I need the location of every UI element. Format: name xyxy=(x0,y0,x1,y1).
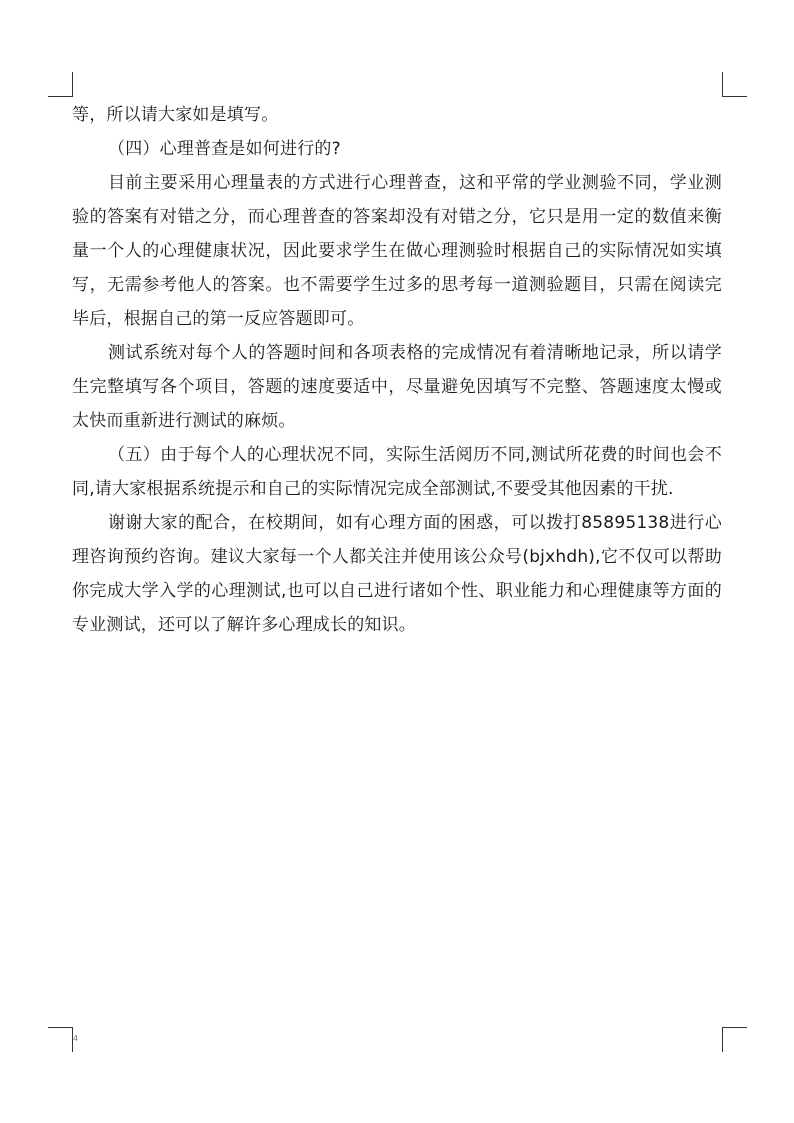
paragraph-continuation: 等，所以请大家如是填写。 xyxy=(72,105,279,125)
crop-mark-bottom-right xyxy=(722,1027,747,1052)
section-five: （五）由于每个人的心理状况不同，实际生活阅历不同,测试所花费的时间也会不同,请大家根据系统提示和自己的实际情况完成全部测试,不要受其他因素的干扰. xyxy=(72,445,722,499)
paragraph-test-system: 测试系统对每个人的答题时间和各项表格的完成情况有着清晰地记录，所以请学生完整填写各个项目，答题的速度要适中，尽量避免因填写不完整、答题速度太慢或太快而重新进行测试的麻烦。 xyxy=(72,343,722,431)
paragraph-thanks: 谢谢大家的配合，在校期间，如有心理方面的困惑，可以拨打85895138进行心理咨询预约咨询。建议大家每一个人都关注并使用该公众号(bjxhdh),它不仅可以帮助你完成大学入学的心理测试,也可以自己进行诸如个性、职业能力和心理健康等方面的专业测试，还可以了解许多心理成长的知识。 xyxy=(72,513,722,635)
paragraph-survey-method: 目前主要采用心理量表的方式进行心理普查，这和平常的学业测验不同，学业测验的答案有对错之分，而心理普查的答案却没有对错之分，它只是用一定的数值来衡量一个人的心理健康状况，因此要求学生在做心理测验时根据自己的实际情况如实填写，无需参考他人的答案。也不需要学生过多的思考每一道测验题目，只需在阅读完毕后，根据自己的第一反应答题即可。 xyxy=(72,173,722,329)
document-body xyxy=(72,98,722,642)
section-heading-four: （四）心理普查是如何进行的? xyxy=(108,139,341,159)
crop-mark-top-right xyxy=(722,72,747,97)
crop-mark-top-left xyxy=(48,72,73,97)
crop-mark-bottom-left xyxy=(48,1027,73,1052)
page-number: 4 xyxy=(73,1034,79,1043)
